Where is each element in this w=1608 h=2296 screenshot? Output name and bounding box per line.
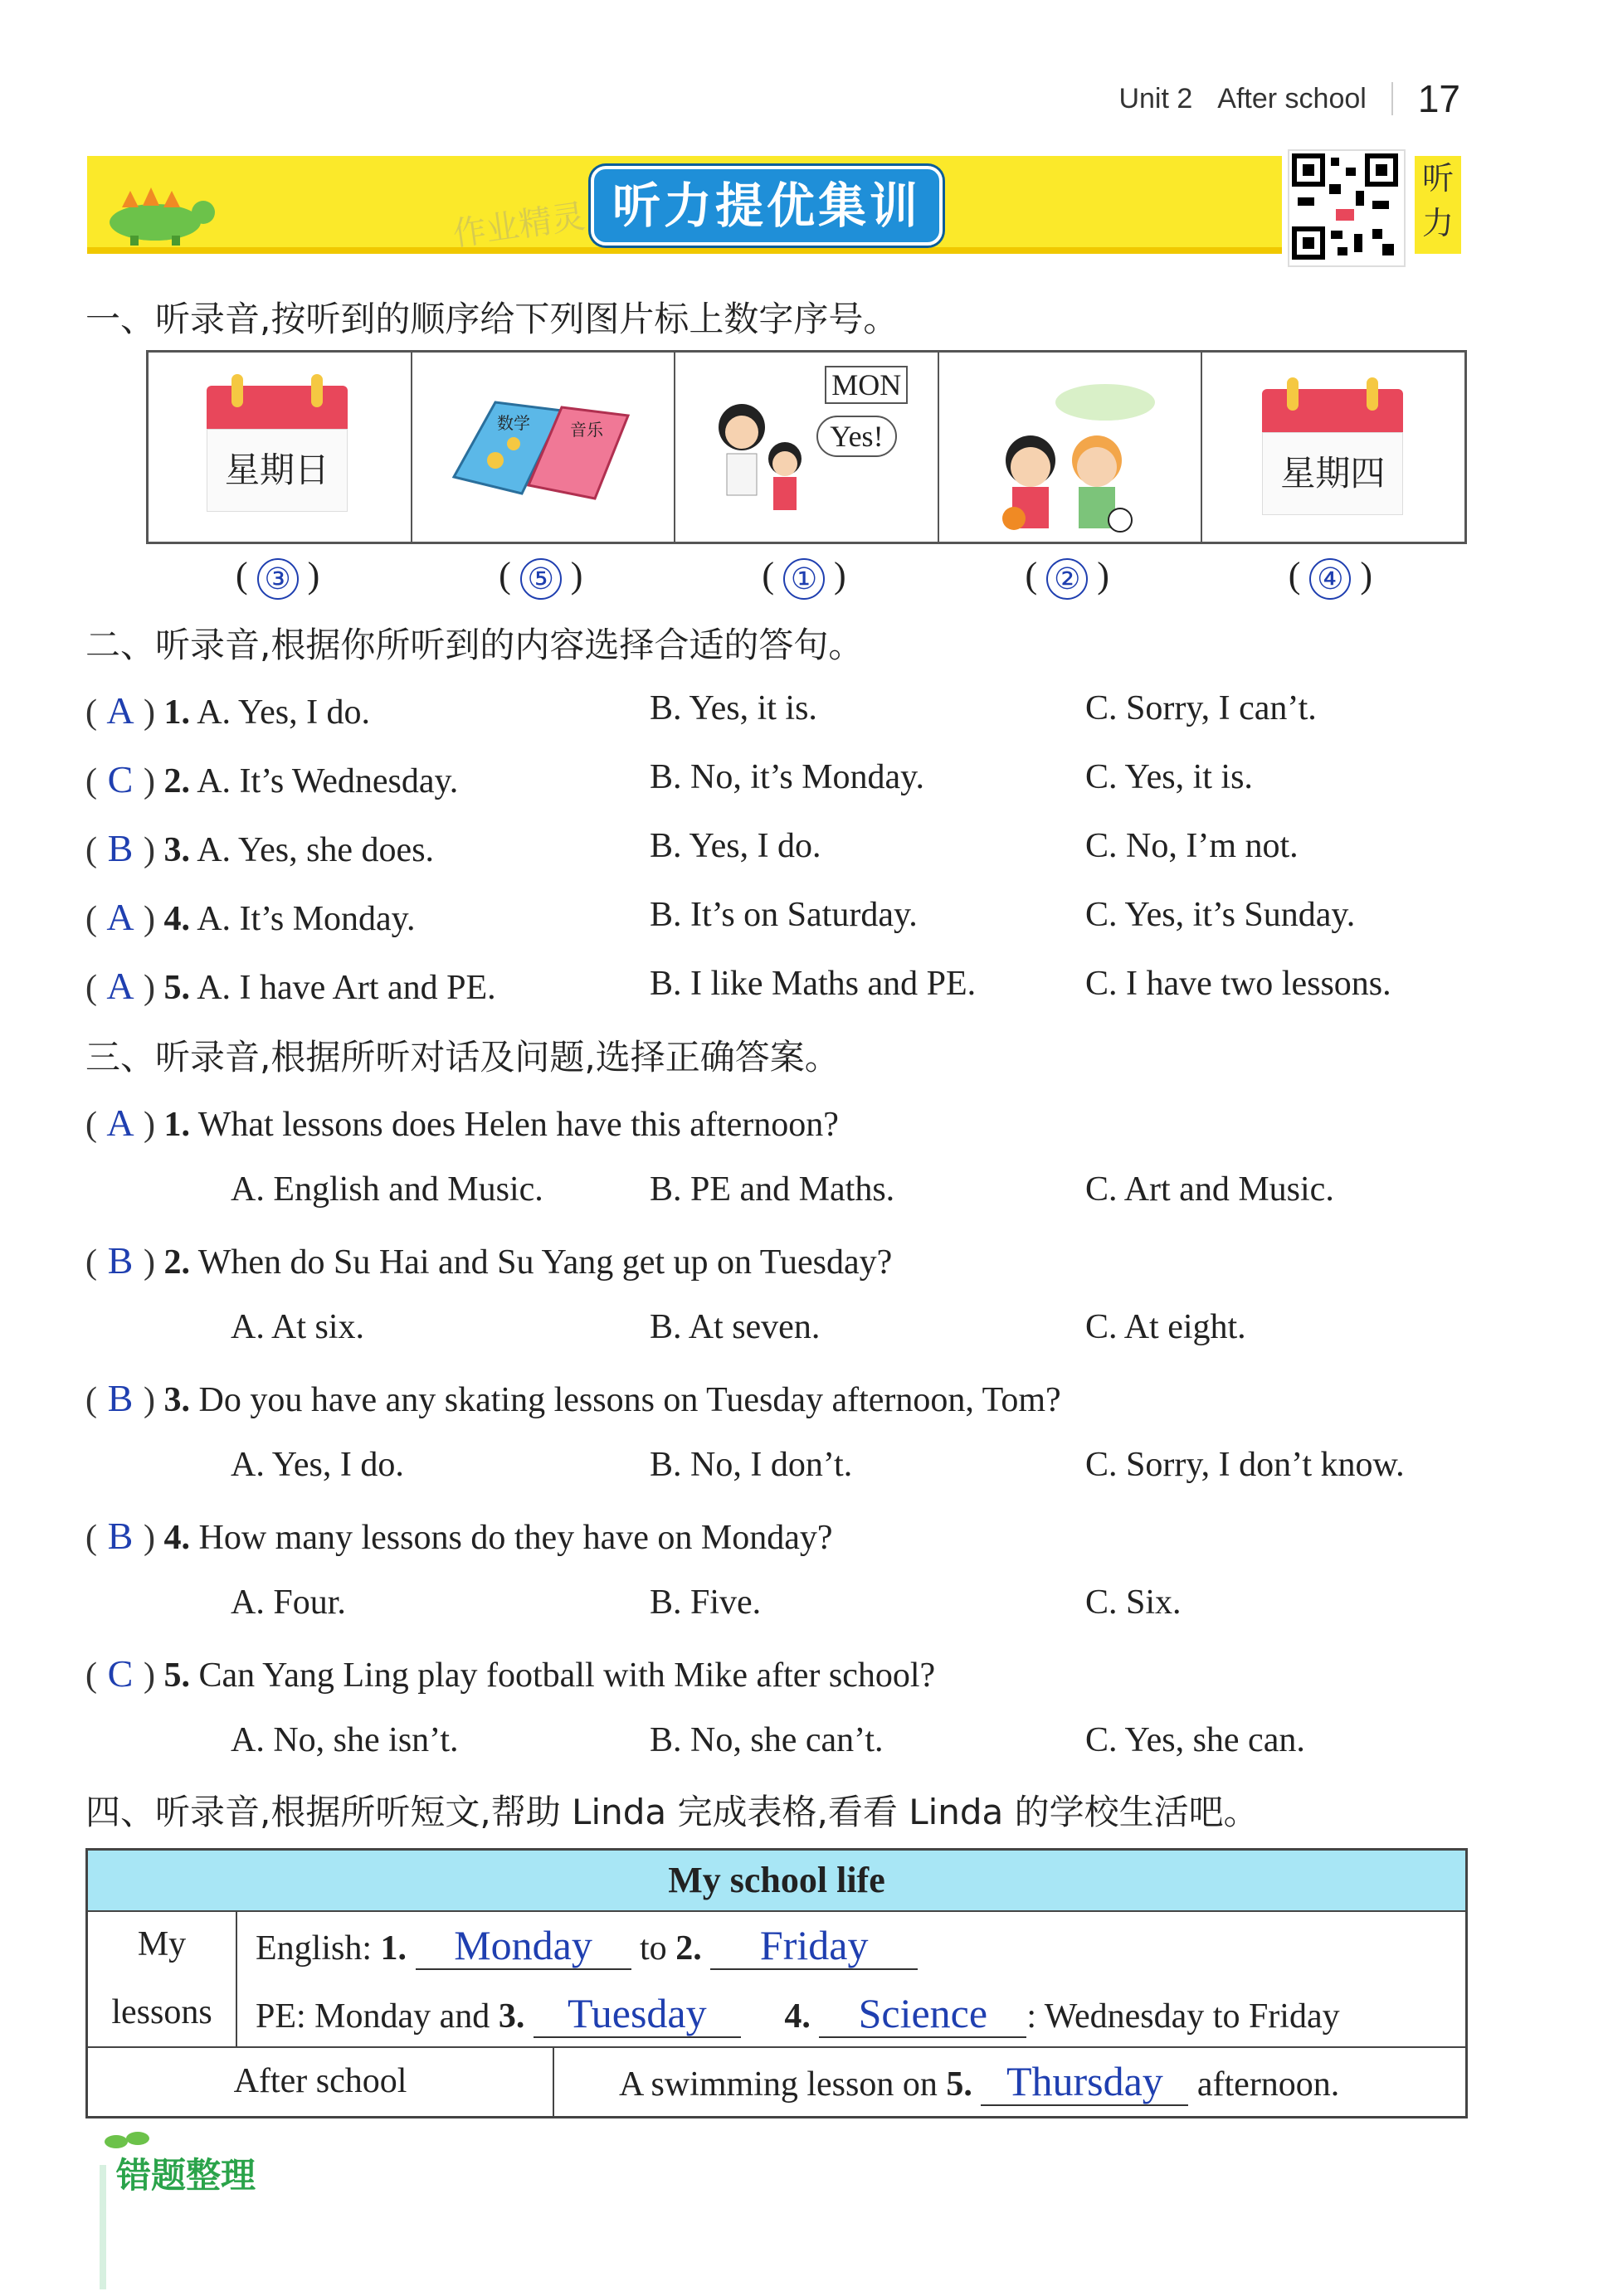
picture-3 bbox=[675, 353, 939, 542]
watermark: 作业精灵 bbox=[451, 197, 587, 254]
banner-title: 听力提优集训 bbox=[591, 166, 943, 246]
listening-tag: 听力 bbox=[1415, 156, 1461, 254]
option-b: B. No, I don’t. bbox=[650, 1446, 853, 1484]
children-talking-icon bbox=[709, 394, 808, 535]
school-life-table bbox=[85, 1848, 1468, 2118]
answer-number[interactable]: ② bbox=[1046, 558, 1088, 600]
picture-4 bbox=[939, 353, 1203, 542]
question-row: ( A ) 4. A. It’s Monday. bbox=[85, 896, 416, 938]
footer-divider bbox=[100, 2165, 106, 2289]
answer-letter[interactable]: B bbox=[107, 827, 134, 869]
unit-title: After school bbox=[1217, 82, 1367, 114]
calendar-icon bbox=[207, 386, 348, 510]
my-lessons-label: My lessons bbox=[88, 1910, 237, 2048]
section-2-heading: 二、听录音,根据你所听到的内容选择合适的答句。 bbox=[85, 625, 864, 665]
answer-letter[interactable]: C bbox=[107, 1652, 134, 1695]
section-4-heading: 四、听录音,根据所听短文,帮助 Linda 完成表格,看看 Linda 的学校生活吧。 bbox=[85, 1792, 1259, 1832]
blank-3[interactable]: Tuesday bbox=[534, 1990, 741, 2038]
picture-row bbox=[146, 350, 1467, 544]
option-c: C. Sorry, I can’t. bbox=[1085, 689, 1317, 727]
option-c: C. Art and Music. bbox=[1085, 1170, 1334, 1209]
answer-number[interactable]: ⑤ bbox=[520, 558, 562, 600]
picture-1 bbox=[149, 353, 412, 542]
answer-letter[interactable]: A bbox=[106, 965, 134, 1007]
answer-slot: ( ② ) bbox=[936, 554, 1199, 600]
blank-5[interactable]: Thursday bbox=[981, 2058, 1188, 2106]
answer-slot: ( ③ ) bbox=[146, 554, 409, 600]
answer-slot: ( ④ ) bbox=[1199, 554, 1462, 600]
speech-bubble: Yes! bbox=[816, 416, 896, 457]
option-b: B. No, she can’t. bbox=[650, 1721, 884, 1759]
blank-2[interactable]: Friday bbox=[710, 1922, 918, 1970]
picture-5 bbox=[1202, 353, 1464, 542]
after-school-label: After school bbox=[88, 2046, 554, 2116]
option-c: C. Yes, it is. bbox=[1085, 758, 1253, 796]
answer-letter[interactable]: A bbox=[106, 1102, 134, 1144]
option-c: C. At eight. bbox=[1085, 1308, 1246, 1346]
answer-letter[interactable]: B bbox=[107, 1515, 134, 1557]
option-b: B. I like Maths and PE. bbox=[650, 965, 977, 1003]
book-label-math: 数学 bbox=[496, 413, 530, 433]
option-a: A. No, she isn’t. bbox=[231, 1721, 459, 1759]
answer-number[interactable]: ④ bbox=[1309, 558, 1351, 600]
section-3-heading: 三、听录音,根据所听对话及问题,选择正确答案。 bbox=[85, 1037, 840, 1077]
answer-slot: ( ① ) bbox=[672, 554, 935, 600]
option-a: A. English and Music. bbox=[231, 1170, 543, 1209]
part1-answers bbox=[146, 554, 1462, 600]
qr-code-icon[interactable] bbox=[1288, 149, 1406, 267]
error-review-label: 错题整理 bbox=[116, 2155, 256, 2196]
answer-letter[interactable]: B bbox=[107, 1239, 134, 1282]
option-c: C. Yes, she can. bbox=[1085, 1721, 1305, 1759]
question-row: ( B ) 3. A. Yes, she does. bbox=[85, 827, 435, 869]
option-c: C. Yes, it’s Sunday. bbox=[1085, 896, 1356, 934]
mon-sign: MON bbox=[825, 366, 908, 404]
option-c: C. I have two lessons. bbox=[1085, 965, 1391, 1003]
unit-label: Unit 2 bbox=[1118, 82, 1193, 114]
books-icon bbox=[446, 386, 645, 518]
option-b: B. No, it’s Monday. bbox=[650, 758, 924, 796]
question-row: ( B ) 4. How many lessons do they have on Monday? bbox=[85, 1515, 833, 1557]
english-line: English: 1. Monday to 2. Friday bbox=[256, 1922, 918, 1970]
option-a: A. Four. bbox=[231, 1583, 346, 1622]
option-b: B. Yes, it is. bbox=[650, 689, 817, 727]
lessons-cell bbox=[236, 1910, 1465, 2048]
answer-letter[interactable]: A bbox=[106, 896, 134, 938]
option-b: B. At seven. bbox=[650, 1308, 821, 1346]
blank-4[interactable]: Science bbox=[819, 1990, 1026, 2038]
option-c: C. Six. bbox=[1085, 1583, 1182, 1622]
question-row: ( A ) 5. A. I have Art and PE. bbox=[85, 965, 496, 1007]
question-row: ( B ) 3. Do you have any skating lessons on Tuesday afternoon, Tom? bbox=[85, 1377, 1061, 1419]
page-number: 17 bbox=[1417, 77, 1460, 120]
option-b: B. Five. bbox=[650, 1583, 762, 1622]
option-c: C. Sorry, I don’t know. bbox=[1085, 1446, 1405, 1484]
after-school-line: A swimming lesson on 5. Thursday afternoon. bbox=[619, 2058, 1340, 2104]
answer-slot: ( ⑤ ) bbox=[409, 554, 672, 600]
blank-1[interactable]: Monday bbox=[416, 1922, 631, 1970]
question-row: ( A ) 1. A. Yes, I do. bbox=[85, 689, 371, 732]
table-title: My school life bbox=[88, 1851, 1465, 1912]
header-divider bbox=[1391, 82, 1393, 115]
option-b: B. It’s on Saturday. bbox=[650, 896, 918, 934]
question-row: ( A ) 1. What lessons does Helen have this afternoon? bbox=[85, 1102, 839, 1144]
book-label-music: 音乐 bbox=[569, 420, 603, 440]
question-row: ( C ) 2. A. It’s Wednesday. bbox=[85, 758, 459, 800]
question-row: ( C ) 5. Can Yang Ling play football with Mike after school? bbox=[85, 1652, 936, 1695]
page-header bbox=[1118, 76, 1460, 121]
answer-letter[interactable]: A bbox=[106, 689, 134, 732]
answer-number[interactable]: ③ bbox=[257, 558, 299, 600]
calendar-icon bbox=[1262, 389, 1403, 513]
option-b: B. PE and Maths. bbox=[650, 1170, 895, 1209]
question-row: ( B ) 2. When do Su Hai and Su Yang get up on Tuesday? bbox=[85, 1239, 893, 1282]
calendar-day: 星期四 bbox=[1262, 432, 1403, 515]
option-b: B. Yes, I do. bbox=[650, 827, 821, 865]
picture-2 bbox=[412, 353, 676, 542]
answer-letter[interactable]: C bbox=[107, 758, 134, 800]
dinosaur-icon bbox=[97, 181, 222, 246]
answer-letter[interactable]: B bbox=[107, 1377, 134, 1419]
calendar-day: 星期日 bbox=[207, 429, 348, 512]
pe-line: PE: Monday and 3. Tuesday 4. Science : Wednesday to Friday bbox=[256, 1990, 1340, 2036]
option-a: A. At six. bbox=[231, 1308, 365, 1346]
section-1-heading: 一、听录音,按听到的顺序给下列图片标上数字序号。 bbox=[85, 299, 899, 339]
option-c: C. No, I’m not. bbox=[1085, 827, 1299, 865]
option-a: A. Yes, I do. bbox=[231, 1446, 404, 1484]
boys-with-balls-icon bbox=[981, 369, 1163, 535]
answer-number[interactable]: ① bbox=[783, 558, 825, 600]
